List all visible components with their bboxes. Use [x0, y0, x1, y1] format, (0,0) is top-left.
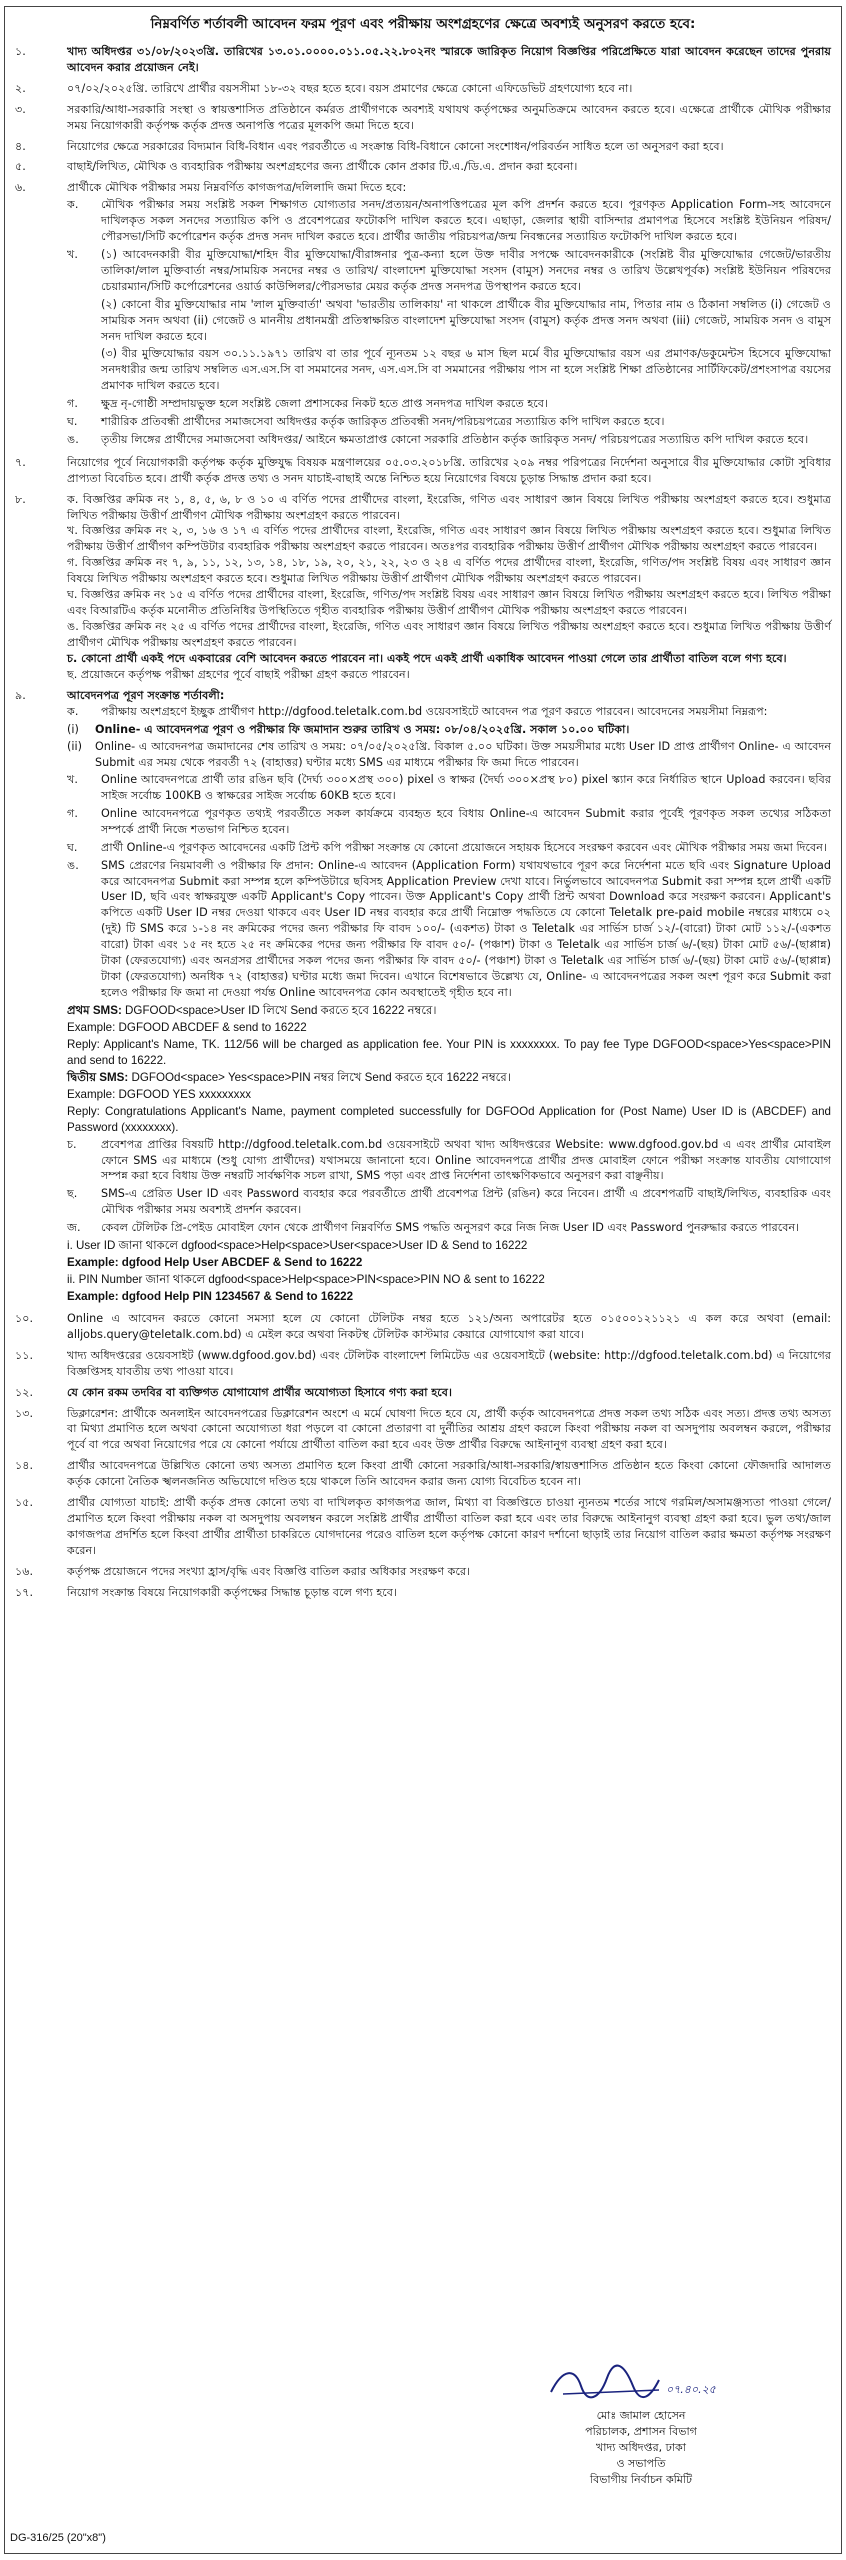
- application-rule: [67, 1186, 831, 1218]
- condition-number: ৯.: [15, 688, 26, 702]
- condition-text: ০৭/০২/২০২৫খ্রি. তারিখে প্রার্থীর বয়সসীমা ১৮-৩২ বছর হতে হবে। বয়স প্রমাণের ক্ষেত্রে কোনো এফিডেভিট গ্রহণযোগ্য হবে না।: [67, 81, 633, 95]
- sub-label: জ.: [67, 1221, 81, 1235]
- second-sms-line: [67, 1070, 831, 1086]
- sub-text: শারীরিক প্রতিবন্ধী প্রার্থীদের সমাজসেবা অধিদপ্তর কর্তৃক জারিকৃত প্রতিবন্ধী সনদ/পরিচয়পত্রের সত্যায়িত কপি দাখিল করতে হবে।: [101, 415, 665, 429]
- condition-number: ১০.: [15, 1312, 34, 1325]
- sub-label: [67, 297, 101, 345]
- sub-text: Online আবেদনপত্রে প্রার্থী তার রঙিন ছবি (দৈর্ঘ্য ৩০০×প্রস্থ ৩০০) pixel ও স্বাক্ষর (দৈর্ঘ্য ৩০০×প্রস্থ ৮০) pixel স্ক্যান করে নির্ধারিত স্থানে Upload করবেন। ছবির সাইজ সর্বোচ্চ 100KB ও স্বাক্ষরের সাইজ সর্বোচ্চ 60KB হতে হবে।: [101, 773, 831, 802]
- sub-text: (২) কোনো বীর মুক্তিযোদ্ধার নাম 'লাল মুক্তিবার্তা' অথবা 'ভারতীয় তালিকায়' না থাকলে প্রার্থীকে বীর মুক্তিযোদ্ধার নাম, পিতার নাম ও ঠিকানা সম্বলিত (i) গেজেট ও সাময়িক সনদ অথবা (ii) গেজেট ও মাননীয় প্রধানমন্ত্রী প্রতিস্বাক্ষরিত বাংলাদেশ মুক্তিযোদ্ধা সংসদ (বামুস) কর্তৃক প্রদত্ত সনদ অথবা (iii) গেজেট, সাময়িক সনদ ও বামুস সনদ দাখিল করতে হবে।: [101, 297, 831, 343]
- condition-text: প্রার্থীকে মৌখিক পরীক্ষার সময় নিম্নবর্ণিত কাগজপত্র/দলিলাদি জমা দিতে হবে:: [67, 181, 407, 195]
- notice-page: [4, 6, 842, 2554]
- recovery-instructions: [67, 1238, 831, 1305]
- sms-instructions: [67, 1003, 831, 1136]
- condition-number: ৮.: [15, 492, 26, 506]
- condition-text: Online এ আবেদন করতে কোনো সমস্যা হলে যে কোনো টেলিটক নম্বর হতে ১২১/অন্য অপারেটর হতে ০১৫০০১২১১২১ এ কল করে অথবা (email: alljobs.query@teletalk.com.bd) এ মেইল করে অথবা নিকটস্থ টেলিটক কাস্টমার কেয়ারে যোগাযোগ করা যাবে।: [67, 1312, 831, 1341]
- second-sms-example: Example: DGFOOD YES xxxxxxxxx: [67, 1087, 252, 1101]
- condition-text: প্রার্থীর যোগ্যতা যাচাই: প্রার্থী কর্তৃক প্রদত্ত কোনো তথ্য বা দাখিলকৃত কাগজপত্র জাল, মিথ্যা বা বিজ্ঞপ্তিতে চাওয়া ন্যূনতম শর্তের সাথে গরমিল/অসামঞ্জস্যতা পাওয়া গেলে/প্রমাণিত হলে কিংবা পরীক্ষায় নকল বা অসদুপায় অবলম্বন করলে সংশ্লিষ্ট প্রার্থীর প্রার্থীতা বাতিল করা হবে এবং তার বিরুদ্ধে আইনানুগ ব্যবস্থা গ্রহণ করা হবে। ভুল তথ্য/জাল কাগজপত্র প্রদর্শিত হলে কিংবা প্রার্থীর প্রার্থীতা চাকরিতে যোগদানের পরেও বাতিল হলে কর্তৃপক্ষ কোনো কারণ দর্শানো ছাড়াই তার নিয়োগ বাতিল করার ক্ষমতা কর্তৃপক্ষ সংরক্ষণ করেন।: [67, 1496, 831, 1557]
- condition-text: নিয়োগের ক্ষেত্রে সরকারের বিদ্যমান বিধি-বিধান এবং পরবর্তীতে এ সংক্রান্ত বিধি-বিধানে কোনো সংশোধন/পরিবর্তন সাধিত হলে তা অনুসরণ করা হবে।: [67, 139, 724, 153]
- condition-body: [67, 180, 831, 450]
- sub-text: (১) আবেদনকারী বীর মুক্তিযোদ্ধা/শহিদ বীর মুক্তিযোদ্ধা/বীরাঙ্গনার পুত্র-কন্যা হলে উক্ত দাবীর সপক্ষে আবেদনকারীকে (সংশ্লিষ্ট বীর মুক্তিযোদ্ধার গেজেট/ভারতীয় তালিকা/লাল মুক্তিবার্তা নম্বর/সাময়িক সনদের নম্বর ও তারিখ/ বাংলাদেশ মুক্তিযোদ্ধা সংসদ (বামুস) সনদের নম্বর ও তারিখ উল্লেখপূর্বক) সংশ্লিষ্ট ইউনিয়ন পরিষদের চেয়ারম্যান/সিটি কর্পোরেশনের ওয়ার্ড কাউন্সিলর/পৌরসভার মেয়র কর্তৃক প্রদত্ত সনদপত্র উপস্থাপন করতে হবে।: [101, 247, 831, 293]
- condition-text: বাছাই/লিখিত, মৌখিক ও ব্যবহারিক পরীক্ষায় অংশগ্রহণের জন্য প্রার্থীকে কোন প্রকার টি.এ./ডি.এ. প্রদান করা হবেনা।: [67, 160, 578, 174]
- document-requirement: [67, 346, 831, 394]
- condition-number: ১৬.: [15, 1564, 34, 1578]
- sub-label: ঙ.: [67, 858, 79, 872]
- second-sms-command: DGFOOd<space> Yes<space>PIN নম্বর লিখে Send করতে হবে 16222 নম্বরে।: [131, 1070, 511, 1084]
- condition-6: [15, 180, 831, 450]
- condition-3: [15, 102, 831, 134]
- exam-rule: ঙ. বিজ্ঞপ্তির ক্রমিক নং ২৫ এ বর্ণিত পদের প্রার্থীদের বাংলা, ইংরেজি, গণিত এবং সাধারণ জ্ঞান বিষয়ে লিখিত পরীক্ষায় অংশগ্রহণ করতে হবে। শুধুমাত্র লিখিত পরীক্ষায় উত্তীর্ণ প্রার্থীগণ মৌখিক পরীক্ষায় অংশগ্রহণ করতে পারবেন।: [67, 619, 831, 649]
- exam-rule: চ. কোনো প্রার্থী একই পদে একবারের বেশি আবেদন করতে পারবেন না। একই পদে একই প্রার্থী একাধিক আবেদন পাওয়া গেলে তার প্রার্থীতা বাতিল বলে গণ্য হবে।: [67, 651, 787, 665]
- condition-text: খাদ্য অধিদপ্তর ৩১/০৮/২০২৩খ্রি. তারিখের ১৩.০১.০০০০.০১১.০৫.২২.৮০২নং স্মারকে জারিকৃত নিয়োগ বিজ্ঞপ্তির পরিপ্রেক্ষিতে যারা আবেদন করেছেন তাদের পুনরায় আবেদন করার প্রয়োজন নেই।: [67, 45, 831, 74]
- second-sms-reply: Reply: Congratulations Applicant's Name, payment completed successfully for DGFOOd Application for (Post Name) User ID is (ABCDEF) and Password (xxxxxxxx).: [67, 1104, 831, 1134]
- application-rule: [67, 840, 831, 856]
- condition-text: প্রার্থীর আবেদনপত্রে উল্লিখিত কোনো তথ্য অসত্য প্রমাণিত হলে কিংবা প্রার্থী কোনো সরকারি/আধা-সরকারি/স্বায়ত্তশাসিত প্রতিষ্ঠান হতে কিংবা কোনো ফৌজদারি আদালত কর্তৃক কোনো নৈতিক স্খলনজনিত অভিযোগে দণ্ডিত হয়ে থাকলে তিনি আবেদন করার জন্য যোগ্য বিবেচিত হবেন না।: [67, 1459, 831, 1489]
- document-requirement: [67, 414, 831, 430]
- signatory-office: খাদ্য অধিদপ্তর, ঢাকা: [596, 2440, 686, 2454]
- application-rule: [67, 772, 831, 804]
- first-sms-example: Example: DGFOOD ABCDEF & send to 16222: [67, 1020, 307, 1034]
- condition-8: [15, 492, 831, 683]
- condition-number: ১৪.: [15, 1459, 34, 1473]
- sub-text: কেবল টেলিটক প্রি-পেইড মোবাইল ফোন থেকে প্রার্থীগণ নিম্নবর্ণিত SMS পদ্ধতি অনুসরণ করে নিজ নিজ User ID এবং Password পুনরুদ্ধার করতে পারবেন।: [101, 1221, 800, 1235]
- recovery-user-id-example: Example: dgfood Help User ABCDEF & Send to 16222: [67, 1256, 363, 1270]
- sub-label: (i): [67, 723, 79, 737]
- application-rule: [67, 704, 831, 720]
- condition-number: ১৫.: [15, 1496, 34, 1510]
- sub-label: ক.: [67, 198, 79, 212]
- condition-number: ২.: [15, 81, 26, 95]
- sub-label: (ii): [67, 740, 82, 754]
- sub-text: প্রার্থী Online-এ পূরণকৃত আবেদনের একটি প্রিন্ট কপি পরীক্ষা সংক্রান্ত যে কোনো প্রয়োজনে সহায়ক হিসেবে সংরক্ষণ করবেন এবং মৌখিক পরীক্ষার সময় জমা দিবেন।: [101, 840, 827, 854]
- exam-rule: গ. বিজ্ঞপ্তির ক্রমিক নং ৭, ৯, ১১, ১২, ১৩, ১৪, ১৮, ১৯, ২০, ২১, ২২, ২৩ ও ২৪ এ বর্ণিত পদের প্রার্থীদের বাংলা, ইংরেজি, গণিত/পদ সংশ্লিষ্ট বিষয় এবং সাধারণ জ্ঞান বিষয়ে লিখিত পরীক্ষায় অংশগ্রহণ করতে হবে। শুধুমাত্র লিখিত পরীক্ষায় উত্তীর্ণ প্রার্থীগণ মৌখিক পরীক্ষায় অংশগ্রহণ করতে পারবেন।: [67, 556, 831, 586]
- condition-15: [15, 1495, 831, 1559]
- exam-rule: ছ. প্রয়োজনে কর্তৃপক্ষ পরীক্ষা গ্রহণের পূর্বে বাছাই পরীক্ষা গ্রহণ করতে পারবেন।: [67, 667, 410, 681]
- condition-2: [15, 81, 831, 97]
- condition-text: যে কোন রকম তদবির বা ব্যক্তিগত যোগাযোগ প্রার্থীর অযোগ্যতা হিসাবে গণ্য করা হবে।: [67, 1385, 452, 1399]
- second-sms-label: দ্বিতীয় SMS:: [67, 1070, 129, 1084]
- condition-body: [67, 492, 831, 683]
- condition-9: [15, 688, 831, 1306]
- exam-rule: ঘ. বিজ্ঞপ্তির ক্রমিক নং ১৫ এ বর্ণিত পদের প্রার্থীদের বাংলা, ইংরেজি, গণিত/পদ সংশ্লিষ্ট বিষয় এবং সাধারণ জ্ঞান বিষয়ে লিখিত পরীক্ষায় অংশগ্রহণ করতে হবে। লিখিত পরীক্ষা এবং বিআরটিএ কর্তৃক মনোনীত প্রতিনিধির উপস্থিতিতে গৃহীত ব্যবহারিক পরীক্ষায় উত্তীর্ণ প্রার্থীগণ মৌখিক পরীক্ষায় অংশগ্রহণ করতে পারবেন।: [67, 588, 831, 617]
- signatory-title: পরিচালক, প্রশাসন বিভাগ: [585, 2424, 697, 2438]
- document-requirement: [67, 297, 831, 345]
- sub-text: মৌখিক পরীক্ষার সময় সংশ্লিষ্ট সকল শিক্ষাগত যোগ্যতার সনদ/প্রত্যয়ন/অনাপত্তিপত্রের মূল কপি প্রদর্শন করতে হবে। পূরণকৃত Application Form-সহ আবেদনে দাখিলকৃত সকল সনদের সত্যায়িত কপি ও প্রবেশপত্রের ফটোকপি দাখিল করতে হবে। এছাড়া, জেলার স্থায়ী বাসিন্দার প্রমাণপত্র হিসেবে সংশ্লিষ্ট ইউনিয়ন পরিষদ/পৌরসভা/সিটি কর্পোরেশন কর্তৃক প্রদত্ত সনদ দাখিল করতে হবে। প্রার্থীর জাতীয় পরিচয়পত্র/জন্ম নিবন্ধনের সত্যায়িত ফটোকপি দাখিল করতে হবে।: [101, 198, 831, 244]
- condition-number: ৭.: [15, 455, 26, 469]
- recovery-pin-example: Example: dgfood Help PIN 1234567 & Send to 16222: [67, 1290, 354, 1304]
- condition-12: [15, 1385, 831, 1401]
- sub-label: [67, 346, 101, 394]
- sub-label: ঘ.: [67, 415, 78, 429]
- first-sms-command: DGFOOD<space>User ID লিখে Send করতে হবে 16222 নম্বরে।: [125, 1003, 437, 1017]
- application-rule: [67, 1220, 831, 1236]
- sub-text: তৃতীয় লিঙ্গের প্রার্থীদের সমাজসেবা অধিদপ্তর/ আইনে ক্ষমতাপ্রাপ্ত কোনো সরকারি প্রতিষ্ঠান কর্তৃক জারিকৃত সনদ/ পরিচয়পত্রের সত্যায়িত কপি দাখিল করতে হবে।: [101, 432, 809, 446]
- sub-text: SMS প্রেরণের নিয়মাবলী ও পরীক্ষার ফি প্রদান: Online-এ আবেদন (Application Form) যথাযথভাবে পূরণ করে নির্দেশনা মতে ছবি এবং Signature Upload করে আবেদনপত্র Submit করা সম্পন্ন হলে কম্পিউটারে ছবিসহ Application Preview দেখা যাবে। নির্ভুলভাবে আবেদনপত্র Submit করা সম্পন্ন হলে প্রার্থী একটি User ID, ছবি এবং স্বাক্ষরযুক্ত একটি Applicant's Copy পাবেন। উক্ত Applicant's Copy প্রার্থী প্রিন্ট অথবা Download করে সংরক্ষণ করবেন। Applicant's কপিতে একটি User ID নম্বর দেওয়া থাকবে এবং User ID নম্বর ব্যবহার করে প্রার্থী নিম্নোক্ত পদ্ধতিতে যে কোনো Teletalk pre-paid mobile নম্বরের মাধ্যমে ০২ (দুই) টি SMS করে ১-১৪ নং ক্রমিকের পদের জন্য পরীক্ষার ফি বাবদ ১০০/- (একশত) টাকা ও Teletalk এর সার্ভিস চার্জ ১২/-(বারো) টাকা মোট ১১২/-(একশত বারো) টাকা এবং ১৫ নং হতে ২৫ নং ক্রমিকের পদের জন্য পরীক্ষার ফি বাবদ ৫০/- (পঞ্চাশ) টাকা ও Teletalk এর সার্ভিস চার্জ ৬/-(ছয়) টাকা মোট ৫৬/-(ছাপ্পান্ন) টাকা (ফেরতযোগ্য) এবং অনগ্রসর প্রার্থীদের সকল পদের জন্য পরীক্ষার ফি বাবদ ৫০/- (পঞ্চাশ) টাকা ও Teletalk এর সার্ভিস চার্জ ৬/-(ছয়) টাকা মোট ৫৬/-(ছাপ্পান্ন) টাকা (ফেরতযোগ্য) অনধিক ৭২ (বাহাত্তর) ঘণ্টার মধ্যে জমা দিবেন। এখানে বিশেষভাবে উল্লেখ্য যে, Online- এ আবেদনপত্রের সকল অংশ পূরণ করে Submit করা হলেও পরীক্ষার ফি জমা না দেওয়া পর্যন্ত Online আবেদনপত্র কোন অবস্থাতেই গৃহীত হবে না।: [101, 858, 831, 999]
- condition-text: সরকারি/আধা-সরকারি সংস্থা ও স্বায়ত্তশাসিত প্রতিষ্ঠানে কর্মরত প্রার্থীগণকে অবশ্যই যথাযথ কর্তৃপক্ষের অনুমতিক্রমে আবেদন করতে হবে। এক্ষেত্রে প্রার্থীকে মৌখিক পরীক্ষার সময় নিয়োগকারী কর্তৃপক্ষ কর্তৃক প্রদত্ত অনাপত্তি পত্রের মূলকপি জমা দিতে হবে।: [67, 102, 831, 132]
- schedule-start-text: Online- এ আবেদনপত্র পূরণ ও পরীক্ষার ফি জমাদান শুরুর তারিখ ও সময়: ০৮/০৪/২০২৫খ্রি. সকাল ১০.০০ ঘটিকা।: [95, 723, 630, 737]
- condition-number: ১৭.: [15, 1585, 34, 1599]
- schedule-end-text: Online- এ আবেদনপত্র জমাদানের শেষ তারিখ ও সময়: ০৭/০৫/২০২৫খ্রি. বিকাল ৫.০০ ঘটিকা। উক্ত সময়সীমার মধ্যে User ID প্রাপ্ত প্রার্থীগণ Online- এ আবেদন Submit এর সময় থেকে পরবর্তী ৭২ (বাহাত্তর) ঘণ্টার মধ্যে SMS এর মাধ্যমে পরীক্ষার ফি জমা দিতে পারবেন।: [95, 740, 831, 770]
- sub-label: ক.: [67, 705, 79, 719]
- recovery-user-id: i. User ID জানা থাকলে dgfood<space>Help<space>User<space>User ID & Send to 16222: [67, 1239, 528, 1253]
- condition-text: খাদ্য অধিদপ্তরের ওয়েবসাইট (www.dgfood.gov.bd) এবং টেলিটক বাংলাদেশ লিমিটেড এর ওয়েবসাইটে (website: http://dgfood.teletalk.com.bd) এ নিয়োগের বিজ্ঞপ্তিসহ যাবতীয় তথ্য পাওয়া যাবে।: [67, 1348, 831, 1378]
- condition-body: [67, 688, 831, 1306]
- condition-text: নিয়োগ সংক্রান্ত বিষয়ে নিয়োগকারী কর্তৃপক্ষের সিদ্ধান্ত চূড়ান্ত বলে গণ্য হবে।: [67, 1585, 397, 1599]
- document-requirement: [67, 432, 831, 448]
- sub-label: চ.: [67, 1137, 77, 1151]
- condition-number: ৩.: [15, 102, 26, 116]
- condition-7: [15, 455, 831, 487]
- first-sms-reply: Reply: Applicant's Name, TK. 112/56 will be charged as application fee. Your PIN is xxxxxxxx. To pay fee Type DGFOOD<space>Yes<space>PIN and send to 16222.: [67, 1037, 831, 1067]
- condition-number: ১৩.: [15, 1406, 34, 1420]
- sub-text: (৩) বীর মুক্তিযোদ্ধার বয়স ৩০.১১.১৯৭১ তারিখ বা তার পূর্বে ন্যূনতম ১২ বছর ৬ মাস ছিল মর্মে বীর মুক্তিযোদ্ধার বয়স এর প্রমাণক/ডকুমেন্টস হিসেবে মুক্তিযোদ্ধা সনদধারীর জন্ম তারিখ সম্বলিত এস.এস.সি বা সমমানের সনদ, এস.এস.সি বা সমমানের পরীক্ষায় পাস না হলে সংশ্লিষ্ট শিক্ষা প্রতিষ্ঠানের সার্টিফিকেট/প্রশংসাপত্র বয়সের প্রমাণক দাখিল করতে হবে।: [101, 347, 831, 393]
- sub-text: ক্ষুদ্র নৃ-গোষ্ঠী সম্প্রদায়ভুক্ত হলে সংশ্লিষ্ট জেলা প্রশাসকের নিকট হতে প্রাপ্ত সনদপত্র দাখিল করতে হবে।: [101, 397, 548, 411]
- condition-14: [15, 1458, 831, 1490]
- footer-reference: DG-316/25 (20"x8"): [10, 2532, 106, 2544]
- condition-10: [15, 1311, 831, 1343]
- condition-16: [15, 1564, 831, 1580]
- condition-number: ৪.: [15, 139, 26, 153]
- sub-label: গ.: [67, 806, 78, 820]
- condition-text: নিয়োগের পূর্বে নিয়োগকারী কর্তৃপক্ষ কর্তৃক মুক্তিযুদ্ধ বিষয়ক মন্ত্রণালয়ের ০৫.০৩.২০১৮খ্রি. তারিখের ২০৯ নম্বর পরিপত্রের নির্দেশনা অনুসারে বীর মুক্তিযোদ্ধার কোটা সুবিধার প্রাপ্যতা বিবেচিত হবে। প্রার্থী কর্তৃক প্রদত্ত তথ্য ও সনদ যাচাই-বাছাই অন্তে নিশ্চিত হয়ে নিয়োগের বিষয়ে চূড়ান্ত সিদ্ধান্ত প্রদান করা হবে।: [67, 455, 831, 485]
- application-rule: [67, 858, 831, 1001]
- signature-date: ০৭.৪০.২৫: [666, 2383, 716, 2396]
- application-rule: [67, 1137, 831, 1185]
- condition-4: [15, 139, 831, 155]
- condition-number: ১২.: [15, 1385, 34, 1399]
- document-requirement: [67, 247, 831, 295]
- sub-label: ছ.: [67, 1187, 78, 1201]
- schedule-end: [67, 739, 831, 771]
- condition-number: ৬.: [15, 181, 26, 195]
- sub-text: SMS-এ প্রেরিত User ID এবং Password ব্যবহার করে পরবর্তীতে প্রার্থী প্রবেশপত্র প্রিন্ট (রঙিন) করে নিবেন। প্রার্থী এ প্রবেশপত্রটি বাছাই/লিখিত, ব্যবহারিক এবং মৌখিক পরীক্ষার সময় অবশ্যই প্রদর্শন করবেন।: [101, 1187, 831, 1217]
- application-rules-title: আবেদনপত্র পূরণ সংক্রান্ত শর্তাবলী:: [67, 688, 225, 702]
- condition-1: [15, 44, 831, 76]
- sub-label: ঘ.: [67, 840, 78, 854]
- sub-label: ঙ.: [67, 432, 79, 446]
- sub-text: Online আবেদনপত্রে পূরণকৃত তথ্যই পরবর্তীতে সকল কার্যক্রমে ব্যবহৃত হবে বিধায় Online-এ আবেদন Submit করার পূর্বেই পূরণকৃত সকল তথ্যের সঠিকতা সম্পর্কে প্রার্থী নিজে শতভাগ নিশ্চিত হবেন।: [101, 806, 831, 836]
- sub-label: খ.: [67, 247, 78, 261]
- signature-block: [526, 2360, 756, 2488]
- signatory-committee: বিভাগীয় নির্বাচন কমিটি: [589, 2472, 693, 2486]
- document-requirement: [67, 396, 831, 412]
- condition-number: ১.: [15, 45, 26, 58]
- condition-number: ৫.: [15, 160, 26, 174]
- first-sms-label: প্রথম SMS:: [67, 1003, 122, 1017]
- recovery-pin: ii. PIN Number জানা থাকলে dgfood<space>Help<space>PIN<space>PIN NO & sent to 16222: [67, 1273, 545, 1287]
- document-requirement: [67, 197, 831, 245]
- exam-rule: খ. বিজ্ঞপ্তির ক্রমিক নং ২, ৩, ১৬ ও ১৭ এ বর্ণিত পদের প্রার্থীদের বাংলা, ইংরেজি, গণিত এবং সাধারণ জ্ঞান বিষয়ে লিখিত পরীক্ষায় অংশগ্রহণ করতে হবে। শুধুমাত্র লিখিত পরীক্ষায় উত্তীর্ণ প্রার্থীগণ কম্পিউটার ব্যবহারিক পরীক্ষায় অংশগ্রহণ করতে পারবেন। অতঃপর ব্যবহারিক পরীক্ষায় উত্তীর্ণ প্রার্থীগণ মৌখিক পরীক্ষায় অংশগ্রহণ করতে পারবেন।: [67, 524, 831, 554]
- signatory-name: মোঃ জামাল হোসেন: [596, 2408, 686, 2422]
- condition-13: [15, 1406, 831, 1454]
- signatory-role: ও সভাপতি: [616, 2456, 666, 2470]
- condition-5: [15, 159, 831, 175]
- schedule-start: [67, 722, 831, 738]
- condition-text: কর্তৃপক্ষ প্রয়োজনে পদের সংখ্যা হ্রাস/বৃদ্ধি এবং বিজ্ঞপ্তি বাতিল করার অধিকার সংরক্ষণ করে।: [67, 1564, 471, 1578]
- sub-label: খ.: [67, 773, 78, 787]
- sub-text: প্রবেশপত্র প্রাপ্তির বিষয়টি http://dgfood.teletalk.com.bd ওয়েবসাইটে অথবা খাদ্য অধিদপ্তরের Website: www.dgfood.gov.bd এ এবং প্রার্থীর মোবাইল ফোনে SMS এর মাধ্যমে (শুধু যোগ্য প্রার্থীদের) যথাসময়ে জানানো হবে। Online আবেদনপত্রে প্রার্থীর প্রদত্ত মোবাইল ফোনে পরীক্ষা সংক্রান্ত যাবতীয় যোগাযোগ সম্পন্ন করা হবে বিধায় উক্ত নম্বরটি সার্বক্ষণিক সচল রাখা, SMS পড়া এবং প্রাপ্ত নির্দেশনা তাৎক্ষণিকভাবে অনুসরণ করা বাঞ্ছনীয়।: [101, 1137, 831, 1183]
- condition-17: [15, 1585, 831, 1601]
- application-rule: [67, 806, 831, 838]
- sub-label: গ.: [67, 397, 78, 411]
- notice-header: নিম্নবর্ণিত শর্তাবলী আবেদন ফরম পূরণ এবং পরীক্ষায় অংশগ্রহণের ক্ষেত্রে অবশ্যই অনুসরণ করতে হবে:: [150, 16, 696, 32]
- exam-rule: ক. বিজ্ঞপ্তির ক্রমিক নং ১, ৪, ৫, ৬, ৮ ও ১০ এ বর্ণিত পদের প্রার্থীদের বাংলা, ইংরেজি, গণিত এবং সাধারণ জ্ঞান বিষয়ে লিখিত পরীক্ষায় অংশগ্রহণ করতে হবে। শুধুমাত্র লিখিত পরীক্ষায় উত্তীর্ণ প্রার্থীগণ মৌখিক পরীক্ষায় অংশগ্রহণ করতে পারবেন।: [67, 492, 831, 522]
- condition-number: ১১.: [15, 1348, 34, 1362]
- sub-text: পরীক্ষায় অংশগ্রহণে ইচ্ছুক প্রার্থীগণ http://dgfood.teletalk.com.bd ওয়েবসাইটে আবেদন পত্র পূরণ করতে পারবেন। আবেদনের সময়সীমা নিম্নরূপ:: [101, 705, 768, 719]
- condition-text: ডিক্লারেশন: প্রার্থীকে অনলাইন আবেদনপত্রের ডিক্লারেশন অংশে এ মর্মে ঘোষণা দিতে হবে যে, প্রার্থী কর্তৃক আবেদনপত্রে প্রদত্ত সকল তথ্য সঠিক এবং সত্য। প্রদত্ত তথ্য অসত্য বা মিথ্যা প্রমাণিত হলে অথবা কোনো অযোগ্যতা ধরা পড়লে বা কোনো প্রতারণা বা দুর্নীতির আশ্রয় গ্রহণ করলে কিংবা পরীক্ষায় নকল বা অসদুপায় অবলম্বন করলে, পরীক্ষার পূর্বে বা পরে অথবা নিয়োগের পরে যে কোনো পর্যায়ে প্রার্থীতা বাতিল করা হবে এবং উক্ত প্রার্থীর বিরুদ্ধে আইনানুগ ব্যবস্থা গ্রহণ করা হবে।: [67, 1406, 831, 1452]
- first-sms-line: [67, 1003, 831, 1019]
- condition-11: [15, 1348, 831, 1380]
